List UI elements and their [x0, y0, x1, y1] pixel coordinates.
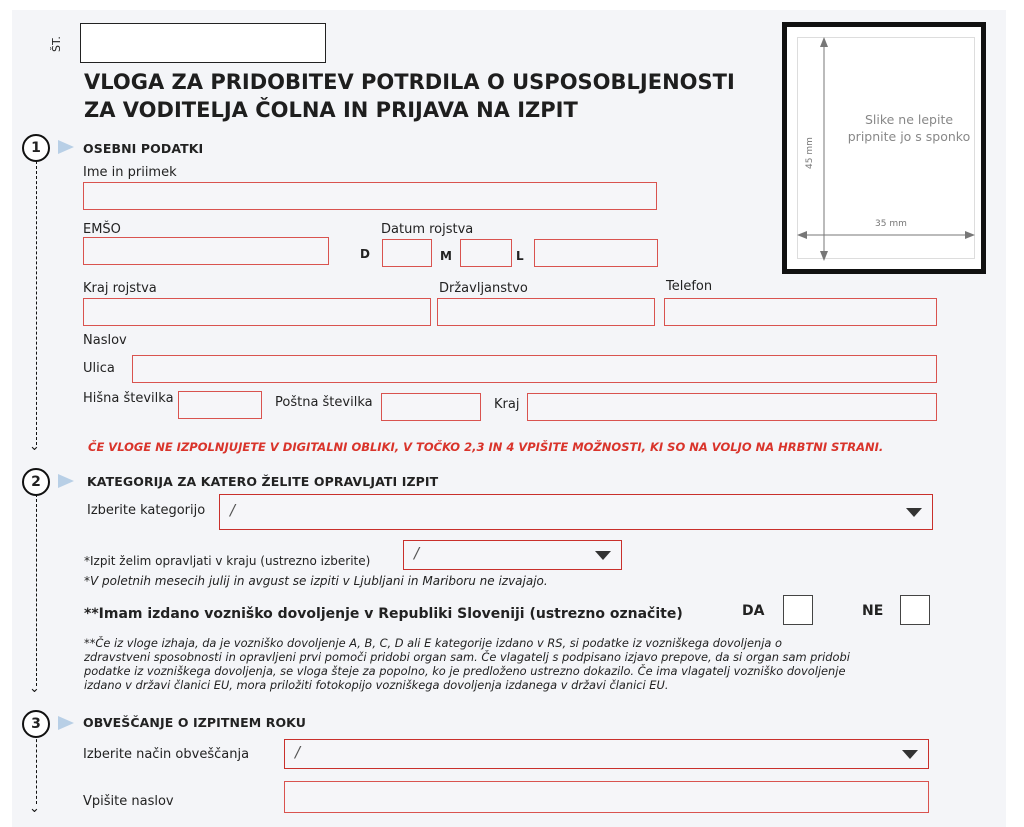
- footnote-line: izdano v državi članici EU, mora priložiti fotokopijo vozniškega dovoljenja izdanega v državi članici EU.: [84, 678, 669, 692]
- photo-instruction: Slike ne lepite pripnite jo s sponko: [847, 112, 971, 144]
- section-title-3: OBVEŠČANJE O IZPITNEM ROKU: [83, 715, 307, 730]
- notification-method-select[interactable]: [284, 739, 929, 769]
- notification-address-field[interactable]: [284, 781, 929, 813]
- birthplace-label: Kraj rojstva: [83, 281, 157, 296]
- section-title-2: KATEGORIJA ZA KATERO ŽELITE OPRAVLJATI IZPIT: [87, 474, 439, 489]
- section-number-2: 2: [22, 468, 50, 496]
- citizenship-field[interactable]: [437, 298, 655, 326]
- phone-field[interactable]: [664, 298, 937, 326]
- digital-form-warning: ČE VLOGE NE IZPOLNJUJETE V DIGITALNI OBLIKI, V TOČKO 2,3 IN 4 VPIŠITE MOŽNOSTI, KI SO NA VOLJO NA HRBTNI STRANI.: [88, 440, 884, 454]
- application-form: [12, 10, 1006, 827]
- chevron-down-icon: [902, 750, 918, 759]
- license-no-checkbox[interactable]: [900, 595, 930, 625]
- connector-arrow-2: ⌄: [29, 681, 40, 696]
- dob-label: Datum rojstva: [381, 222, 474, 237]
- license-no-label: NE: [862, 603, 884, 619]
- license-yes-checkbox[interactable]: [783, 595, 813, 625]
- birthplace-field[interactable]: [83, 298, 431, 326]
- notification-method-label: Izberite način obveščanja: [83, 747, 250, 762]
- dob-year-label: L: [516, 249, 524, 263]
- notification-method-value: /: [295, 743, 301, 761]
- photo-width-label: 35 mm: [875, 219, 907, 229]
- category-label: Izberite kategorijo: [87, 503, 206, 518]
- photo-dimension-arrows: [787, 27, 981, 269]
- section-connector-2: [36, 494, 37, 686]
- chevron-down-icon: [906, 508, 922, 517]
- dob-month-field[interactable]: [460, 239, 512, 267]
- footnote-line: zdravstveni sposobnosti in opravljeni prvi pomoči pridobi organ sam. Če vlagatelj s podpisano izjavo prepove, da si organ sam pridobi: [84, 650, 850, 664]
- connector-arrow-1: ⌄: [29, 439, 40, 454]
- footnote-line: podatke iz vozniškega dovoljenja, se vloga šteje za popolno, ko je predloženo ustrezno dokazilo. Če ima vlagatelj vozniško dovoljenje: [84, 664, 846, 678]
- section-arrow-1: [58, 140, 74, 154]
- emso-field[interactable]: [83, 237, 329, 265]
- photo-height-label: 45 mm: [805, 137, 815, 169]
- notification-address-label: Vpišite naslov: [83, 794, 174, 809]
- section-connector-1: [36, 161, 37, 445]
- city-field[interactable]: [527, 393, 937, 421]
- st-label: ŠT.: [50, 36, 63, 52]
- section-number-3: 3: [22, 710, 50, 738]
- form-title-line2: ZA VODITELJA ČOLNA IN PRIJAVA NA IZPIT: [84, 98, 578, 122]
- st-number-field[interactable]: [80, 23, 326, 63]
- dob-year-field[interactable]: [534, 239, 658, 267]
- citizenship-label: Državljanstvo: [439, 281, 528, 296]
- category-select[interactable]: [219, 494, 933, 530]
- chevron-down-icon: [595, 551, 611, 560]
- house-number-field[interactable]: [178, 391, 262, 419]
- license-footnote: [84, 636, 850, 692]
- name-label: Ime in priimek: [83, 165, 177, 180]
- dob-month-label: M: [440, 249, 452, 263]
- exam-place-select[interactable]: [403, 540, 622, 570]
- exam-place-label: *Izpit želim opravljati v kraju (ustrezno izberite): [84, 554, 371, 568]
- exam-place-select-value: /: [414, 544, 420, 562]
- footnote-line: **Če iz vloge izhaja, da je vozniško dovoljenje A, B, C, D ali E kategorije izdano v RS, si podatke iz vozniškega dovoljenja o: [84, 636, 782, 650]
- license-yes-label: DA: [742, 603, 765, 619]
- dob-day-label: D: [360, 247, 370, 261]
- section-title-1: OSEBNI PODATKI: [83, 141, 204, 156]
- section-connector-3: [36, 734, 37, 804]
- license-question: **Imam izdano vozniško dovoljenje v Republiki Sloveniji (ustrezno označite): [84, 606, 683, 622]
- house-number-label: Hišna številka: [83, 391, 174, 406]
- summer-note: *V poletnih mesecih julij in avgust se izpiti v Ljubljani in Mariboru ne izvajajo.: [84, 574, 548, 588]
- section-number-1: 1: [22, 134, 50, 162]
- name-field[interactable]: [83, 182, 657, 210]
- postal-code-field[interactable]: [381, 393, 481, 421]
- emso-label: EMŠO: [83, 222, 121, 237]
- category-select-value: /: [230, 501, 236, 519]
- city-label: Kraj: [494, 397, 520, 412]
- phone-label: Telefon: [666, 279, 713, 294]
- section-arrow-2: [58, 474, 74, 488]
- street-label: Ulica: [83, 361, 115, 376]
- street-field[interactable]: [132, 355, 937, 383]
- connector-arrow-3: ⌄: [29, 801, 40, 816]
- form-title-line1: VLOGA ZA PRIDOBITEV POTRDILA O USPOSOBLJENOSTI: [84, 70, 735, 94]
- photo-box: [782, 22, 986, 274]
- address-label: Naslov: [83, 333, 127, 348]
- postal-code-label: Poštna številka: [275, 395, 373, 410]
- section-arrow-3: [58, 716, 74, 730]
- dob-day-field[interactable]: [382, 239, 432, 267]
